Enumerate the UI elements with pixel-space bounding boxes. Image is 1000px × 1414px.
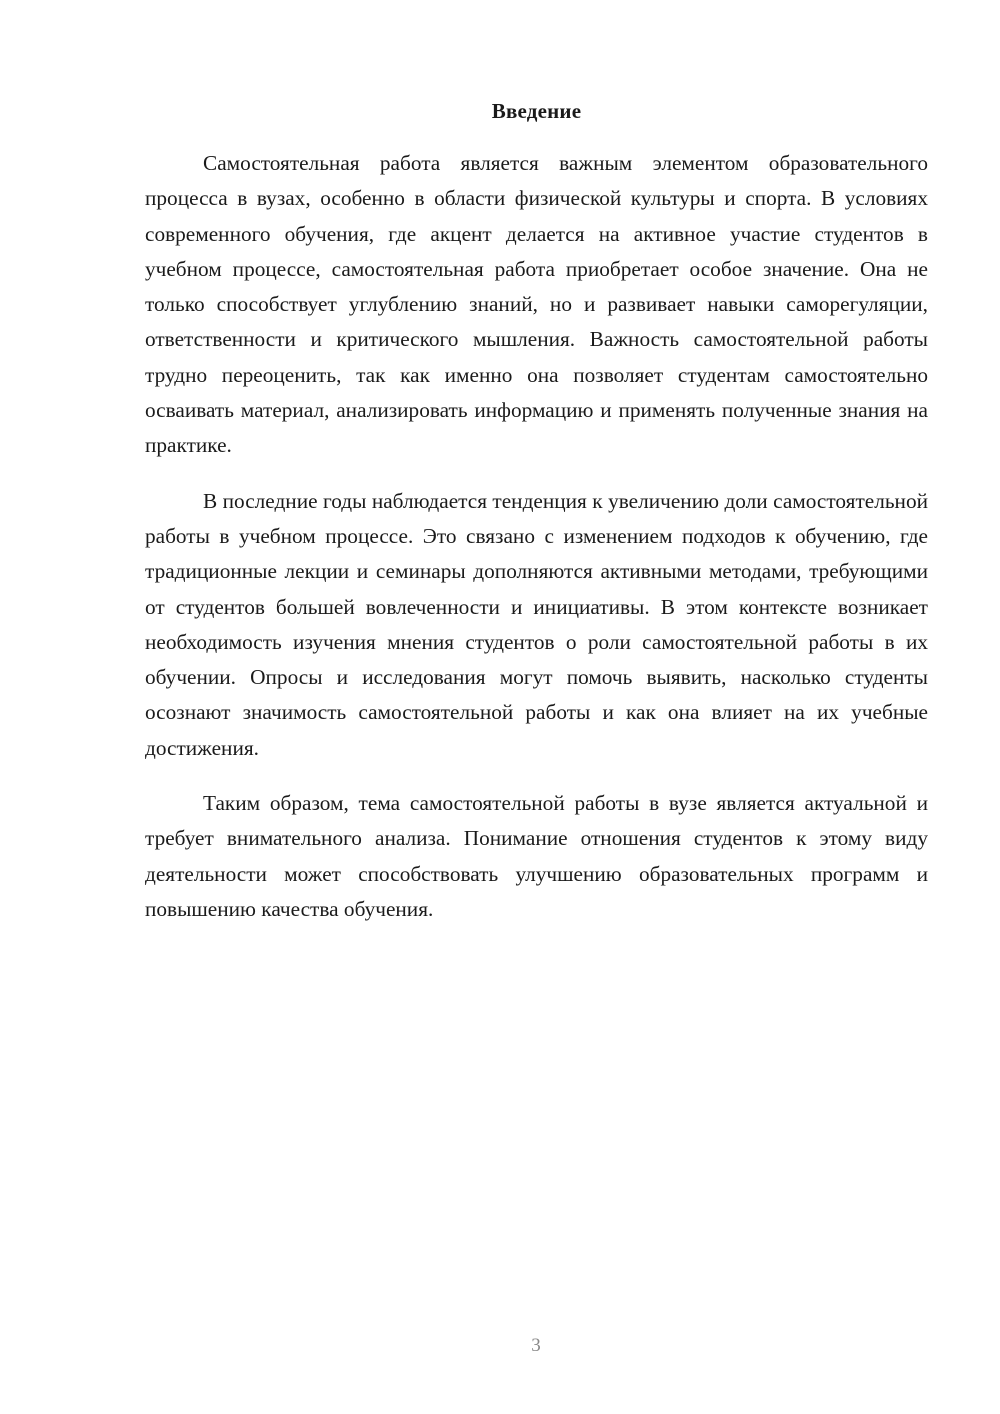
document-page — [145, 96, 928, 927]
section-heading: Введение — [491, 99, 582, 123]
paragraph-3: Таким образом, тема самостоятельной работы в вузе является актуальной и требует внимательного анализа. Понимание отношения студентов к этому виду деятельности может способствовать улучшению образовательных программ и повышению качества обучения. — [145, 791, 928, 921]
paragraph-1: Самостоятельная работа является важным элементом образовательного процесса в вузах, особенно в области физической культуры и спорта. В условиях современного обучения, где акцент делается на активное участие студентов в учебном процессе, самостоятельная работа приобретает особое значение. Она не только способствует углублению знаний, но и развивает навыки саморегуляции, ответственности и критического мышления. Важность самостоятельной работы трудно переоценить, так как именно она позволяет студентам самостоятельно осваивать материал, анализировать информацию и применять полученные знания на практике. — [145, 151, 928, 458]
page-number: 3 — [531, 1335, 541, 1356]
paragraph-2: В последние годы наблюдается тенденция к увеличению доли самостоятельной работы в учебном процессе. Это связано с изменением подходов к обучению, где традиционные лекции и семинары дополняются активными методами, требующими от студентов большей вовлеченности и инициативы. В этом контексте возникает необходимость изучения мнения студентов о роли самостоятельной работы в их обучении. Опросы и исследования могут помочь выявить, насколько студенты осознают значимость самостоятельной работы и как она влияет на их учебные достижения. — [145, 488, 928, 760]
